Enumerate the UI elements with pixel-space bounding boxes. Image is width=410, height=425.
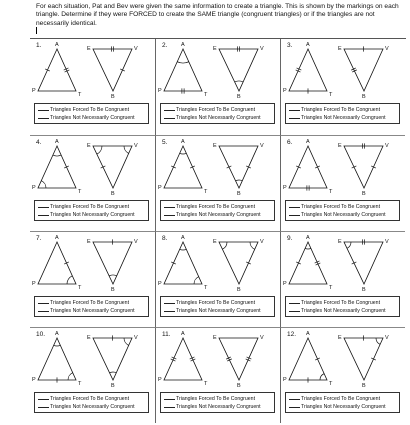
triangle-pair-figure (156, 232, 281, 296)
option-label: Triangles Not Necessarily Congruent (176, 404, 261, 410)
option-label: Triangles Forced To Be Congruent (50, 107, 130, 113)
vertex-label: P (283, 185, 287, 191)
option-label: Triangles Forced To Be Congruent (301, 300, 381, 306)
vertex-label: V (260, 239, 264, 245)
option-not-congruent[interactable] (38, 211, 148, 219)
option-congruent[interactable] (164, 395, 274, 403)
option-label: Triangles Not Necessarily Congruent (176, 308, 261, 314)
option-label: Triangles Forced To Be Congruent (176, 107, 256, 113)
option-congruent[interactable] (164, 106, 274, 114)
problem-cell (155, 135, 280, 231)
triangle-apt (289, 338, 327, 380)
answer-box (285, 103, 400, 124)
option-label: Triangles Forced To Be Congruent (50, 204, 130, 210)
vertex-label: B (111, 94, 115, 100)
vertex-label: A (306, 235, 310, 241)
angle-arc (177, 62, 189, 63)
problem-cell (155, 39, 280, 135)
answer-blank[interactable] (289, 106, 300, 111)
triangle-apt (38, 338, 76, 380)
vertex-label: B (362, 191, 366, 197)
angle-arc (347, 242, 351, 248)
option-label: Triangles Forced To Be Congruent (301, 396, 381, 402)
answer-blank[interactable] (164, 307, 175, 312)
triangle-apt (38, 146, 76, 188)
option-congruent[interactable] (38, 203, 148, 211)
vertex-label: B (237, 287, 241, 293)
option-congruent[interactable] (289, 299, 399, 307)
vertex-label: V (385, 46, 389, 52)
triangle-pair-figure (156, 328, 281, 392)
triangle-pair-figure (281, 328, 406, 392)
triangle-pair-figure (281, 136, 406, 200)
instructions-text: For each situation, Pat and Bev were given the same information to create a triangle. This is shown by the markings on each triangle. Determine if they were FORCED to create the SAME triangle (congruent triangles) or if the triangles are not necessarily identical. (36, 3, 399, 27)
triangle-evb (93, 146, 132, 188)
answer-blank[interactable] (289, 403, 300, 408)
vertex-label: V (385, 143, 389, 149)
problem-cell (155, 327, 280, 423)
triangle-evb (93, 338, 132, 380)
answer-box (34, 200, 149, 221)
problem-number: 12. (287, 331, 297, 338)
vertex-label: T (78, 381, 82, 387)
triangle-pair-figure (30, 39, 155, 103)
answer-blank[interactable] (38, 307, 49, 312)
vertex-label: P (32, 377, 36, 383)
vertex-label: E (338, 46, 342, 52)
vertex-label: B (111, 383, 115, 389)
problem-cell (155, 231, 280, 327)
answer-blank[interactable] (164, 403, 175, 408)
vertex-label: B (111, 191, 115, 197)
option-not-congruent[interactable] (38, 114, 148, 122)
vertex-label: P (283, 88, 287, 94)
vertex-label: P (283, 377, 287, 383)
vertex-label: V (134, 335, 138, 341)
problem-number: 4. (36, 139, 42, 146)
option-label: Triangles Not Necessarily Congruent (50, 115, 135, 121)
problem-number: 1. (36, 42, 42, 49)
vertex-label: T (329, 92, 333, 98)
answer-box (160, 296, 275, 317)
angle-arc (320, 374, 324, 380)
option-label: Triangles Forced To Be Congruent (176, 204, 256, 210)
vertex-label: A (181, 235, 185, 241)
vertex-label: B (237, 191, 241, 197)
triangle-evb (344, 242, 383, 284)
vertex-label: E (87, 46, 91, 52)
problem-number: 2. (162, 42, 168, 49)
option-not-congruent[interactable] (289, 211, 399, 219)
problem-number: 10. (36, 331, 46, 338)
triangle-evb (219, 338, 258, 380)
angle-arc (97, 146, 102, 154)
triangle-apt (164, 338, 202, 380)
vertex-label: P (158, 185, 162, 191)
angle-arc (109, 275, 117, 276)
vertex-label: A (306, 139, 310, 145)
answer-blank[interactable] (164, 114, 175, 119)
angle-arc (124, 338, 129, 345)
problem-cell (280, 327, 405, 423)
angle-arc (68, 373, 73, 380)
triangle-pair-figure (30, 232, 155, 296)
option-not-congruent[interactable] (164, 211, 274, 219)
answer-blank[interactable] (38, 106, 49, 111)
problem-cell (30, 135, 155, 231)
triangle-pair-figure (281, 232, 406, 296)
angle-arc (54, 345, 61, 346)
vertex-label: T (329, 189, 333, 195)
problem-number: 7. (36, 235, 42, 242)
vertex-label: P (283, 281, 287, 287)
vertex-label: A (55, 235, 59, 241)
answer-blank[interactable] (38, 395, 49, 400)
angle-arc (110, 372, 117, 373)
triangle-pair-figure (156, 136, 281, 200)
vertex-label: T (204, 285, 208, 291)
option-congruent[interactable] (289, 395, 399, 403)
vertex-label: T (204, 189, 208, 195)
vertex-label: E (338, 335, 342, 341)
problem-number: 8. (162, 235, 168, 242)
triangle-evb (93, 49, 132, 91)
triangle-evb (219, 146, 258, 188)
vertex-label: P (32, 185, 36, 191)
answer-blank[interactable] (38, 299, 49, 304)
option-not-congruent[interactable] (38, 403, 148, 411)
option-congruent[interactable] (38, 106, 148, 114)
answer-blank[interactable] (289, 203, 300, 208)
problem-cell (280, 135, 405, 231)
vertex-label: B (237, 383, 241, 389)
answer-blank[interactable] (38, 114, 49, 119)
option-congruent[interactable] (164, 299, 274, 307)
option-label: Triangles Not Necessarily Congruent (50, 212, 135, 218)
vertex-label: E (338, 239, 342, 245)
angle-arc (222, 242, 227, 249)
triangle-evb (93, 242, 132, 284)
vertex-label: E (338, 143, 342, 149)
problem-cell (30, 327, 155, 423)
vertex-label: A (181, 139, 185, 145)
option-label: Triangles Not Necessarily Congruent (50, 404, 135, 410)
vertex-label: B (362, 383, 366, 389)
option-congruent[interactable] (38, 395, 148, 403)
vertex-label: V (385, 239, 389, 245)
triangle-evb (344, 146, 383, 188)
vertex-label: A (306, 331, 310, 337)
problem-grid (30, 38, 406, 425)
angle-arc (180, 249, 187, 250)
answer-blank[interactable] (164, 395, 175, 400)
problem-cell (280, 231, 405, 327)
answer-blank[interactable] (38, 203, 49, 208)
answer-box (34, 103, 149, 124)
answer-blank[interactable] (38, 211, 49, 216)
triangle-evb (344, 338, 383, 380)
vertex-label: V (134, 239, 138, 245)
angle-arc (41, 181, 46, 188)
option-label: Triangles Not Necessarily Congruent (176, 212, 261, 218)
angle-arc (305, 248, 311, 249)
vertex-label: B (237, 94, 241, 100)
option-label: Triangles Forced To Be Congruent (50, 300, 130, 306)
triangle-pair-figure (156, 39, 281, 103)
option-congruent[interactable] (164, 203, 274, 211)
vertex-label: P (158, 88, 162, 94)
answer-blank[interactable] (164, 211, 175, 216)
vertex-label: T (204, 92, 208, 98)
answer-blank[interactable] (289, 114, 300, 119)
option-not-congruent[interactable] (164, 114, 274, 122)
option-label: Triangles Forced To Be Congruent (176, 396, 256, 402)
option-label: Triangles Not Necessarily Congruent (301, 115, 386, 121)
option-not-congruent[interactable] (164, 403, 274, 411)
option-label: Triangles Not Necessarily Congruent (301, 212, 386, 218)
answer-blank[interactable] (164, 299, 175, 304)
triangle-apt (164, 146, 202, 188)
vertex-label: P (158, 281, 162, 287)
angle-arc (236, 180, 243, 181)
option-not-congruent[interactable] (164, 307, 274, 315)
vertex-label: V (260, 335, 264, 341)
answer-box (285, 200, 400, 221)
problem-cell (280, 39, 405, 135)
option-congruent[interactable] (38, 299, 148, 307)
answer-box (160, 200, 275, 221)
vertex-label: A (55, 331, 59, 337)
angle-arc (180, 153, 187, 154)
triangle-apt (289, 146, 327, 188)
answer-box (34, 392, 149, 413)
vertex-label: V (260, 143, 264, 149)
answer-blank[interactable] (164, 203, 175, 208)
vertex-label: E (213, 143, 217, 149)
angle-arc (124, 146, 129, 153)
vertex-label: V (134, 143, 138, 149)
option-label: Triangles Not Necessarily Congruent (176, 115, 261, 121)
triangle-apt (289, 49, 327, 91)
option-label: Triangles Forced To Be Congruent (50, 396, 130, 402)
answer-blank[interactable] (164, 106, 175, 111)
vertex-label: T (78, 189, 82, 195)
angle-arc (53, 155, 61, 156)
vertex-label: V (260, 46, 264, 52)
vertex-label: E (213, 46, 217, 52)
triangle-pair-figure (30, 136, 155, 200)
problem-cell (30, 231, 155, 327)
vertex-label: T (329, 381, 333, 387)
triangle-evb (219, 242, 258, 284)
triangle-pair-figure (30, 328, 155, 392)
problem-number: 11. (162, 331, 171, 338)
vertex-label: A (55, 42, 59, 48)
vertex-label: B (362, 94, 366, 100)
problem-cell (30, 39, 155, 135)
option-label: Triangles Forced To Be Congruent (176, 300, 256, 306)
vertex-label: E (87, 335, 91, 341)
triangle-pair-figure (281, 39, 406, 103)
option-label: Triangles Not Necessarily Congruent (50, 308, 135, 314)
vertex-label: P (32, 281, 36, 287)
vertex-label: T (329, 285, 333, 291)
answer-blank[interactable] (289, 307, 300, 312)
angle-arc (194, 277, 199, 284)
option-not-congruent[interactable] (289, 403, 399, 411)
answer-blank[interactable] (289, 395, 300, 400)
vertex-label: E (213, 239, 217, 245)
triangle-apt (289, 242, 327, 284)
option-congruent[interactable] (289, 203, 399, 211)
vertex-label: E (87, 239, 91, 245)
vertex-label: A (55, 139, 59, 145)
answer-blank[interactable] (38, 403, 49, 408)
triangle-evb (344, 49, 383, 91)
option-label: Triangles Forced To Be Congruent (301, 204, 381, 210)
triangle-apt (38, 49, 76, 91)
problem-number: 5. (162, 139, 168, 146)
answer-box (160, 392, 275, 413)
option-not-congruent[interactable] (289, 307, 399, 315)
problem-number: 3. (287, 42, 293, 49)
answer-box (160, 103, 275, 124)
vertex-label: B (362, 287, 366, 293)
option-congruent[interactable] (289, 106, 399, 114)
angle-arc (67, 276, 72, 284)
vertex-label: E (213, 335, 217, 341)
answer-box (285, 392, 400, 413)
answer-blank[interactable] (289, 299, 300, 304)
vertex-label: A (306, 42, 310, 48)
vertex-label: T (78, 285, 82, 291)
answer-blank[interactable] (289, 211, 300, 216)
option-not-congruent[interactable] (289, 114, 399, 122)
vertex-label: V (134, 46, 138, 52)
triangle-apt (164, 49, 202, 91)
vertex-label: P (158, 377, 162, 383)
vertex-label: V (385, 335, 389, 341)
triangle-apt (38, 242, 76, 284)
vertex-label: T (78, 92, 82, 98)
text-cursor (36, 27, 37, 34)
problem-number: 9. (287, 235, 293, 242)
option-not-congruent[interactable] (38, 307, 148, 315)
answer-box (285, 296, 400, 317)
vertex-label: T (204, 381, 208, 387)
angle-arc (376, 338, 380, 344)
option-label: Triangles Not Necessarily Congruent (301, 404, 386, 410)
triangle-apt (164, 242, 202, 284)
angle-arc (235, 81, 243, 82)
angle-arc (250, 242, 255, 249)
vertex-label: B (111, 287, 115, 293)
vertex-label: E (87, 143, 91, 149)
problem-number: 6. (287, 139, 293, 146)
vertex-label: A (181, 331, 185, 337)
answer-box (34, 296, 149, 317)
option-label: Triangles Not Necessarily Congruent (301, 308, 386, 314)
triangle-evb (219, 49, 258, 91)
vertex-label: A (181, 42, 185, 48)
option-label: Triangles Forced To Be Congruent (301, 107, 381, 113)
vertex-label: P (32, 88, 36, 94)
